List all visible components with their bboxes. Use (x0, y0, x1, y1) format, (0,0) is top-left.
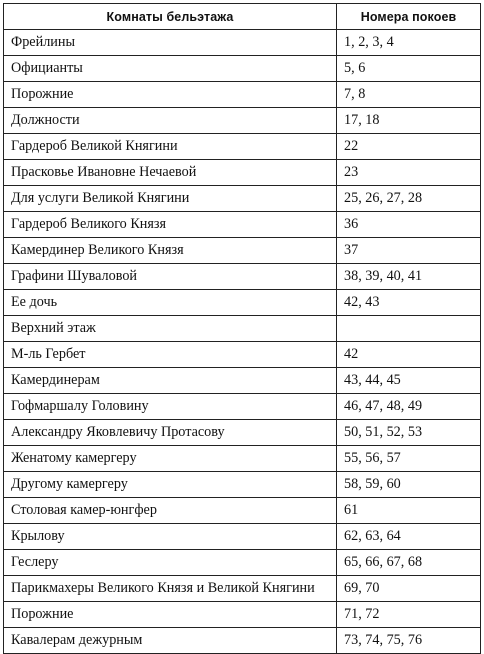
room-numbers-cell: 65, 66, 67, 68 (337, 550, 481, 576)
room-name-cell: Порожние (4, 602, 337, 628)
room-name-cell: Александру Яковлевичу Протасову (4, 420, 337, 446)
room-numbers-cell: 36 (337, 212, 481, 238)
table-row (4, 108, 481, 134)
table-row (4, 30, 481, 56)
room-name-cell: Прасковье Ивановне Нечаевой (4, 160, 337, 186)
table-row (4, 342, 481, 368)
table-row (4, 290, 481, 316)
room-numbers-cell: 55, 56, 57 (337, 446, 481, 472)
room-numbers-cell: 25, 26, 27, 28 (337, 186, 481, 212)
room-name-cell: Гофмаршалу Головину (4, 394, 337, 420)
room-numbers-cell: 43, 44, 45 (337, 368, 481, 394)
room-name-cell: Ее дочь (4, 290, 337, 316)
table-row (4, 446, 481, 472)
table-row (4, 316, 481, 342)
room-numbers-cell: 73, 74, 75, 76 (337, 628, 481, 654)
room-name-cell: Столовая камер-юнгфер (4, 498, 337, 524)
table-row (4, 186, 481, 212)
room-numbers-cell: 69, 70 (337, 576, 481, 602)
table-row (4, 498, 481, 524)
table-row (4, 576, 481, 602)
table-body (4, 30, 481, 654)
room-name-cell: Официанты (4, 56, 337, 82)
table-row (4, 160, 481, 186)
room-numbers-cell: 50, 51, 52, 53 (337, 420, 481, 446)
table-row (4, 394, 481, 420)
room-name-cell: Должности (4, 108, 337, 134)
room-numbers-cell: 7, 8 (337, 82, 481, 108)
table-row (4, 602, 481, 628)
room-name-cell: Камердинерам (4, 368, 337, 394)
table-row (4, 368, 481, 394)
room-numbers-cell: 62, 63, 64 (337, 524, 481, 550)
room-numbers-cell: 42, 43 (337, 290, 481, 316)
room-numbers-cell: 71, 72 (337, 602, 481, 628)
room-numbers-cell: 37 (337, 238, 481, 264)
room-numbers-cell: 23 (337, 160, 481, 186)
table-header-row (4, 4, 481, 30)
room-numbers-cell: 46, 47, 48, 49 (337, 394, 481, 420)
table-row (4, 238, 481, 264)
room-name-cell: Верхний этаж (4, 316, 337, 342)
table-row (4, 628, 481, 654)
room-name-cell: Кавалерам дежурным (4, 628, 337, 654)
header-room-numbers: Номера покоев (337, 4, 481, 30)
table-row (4, 56, 481, 82)
room-numbers-cell: 22 (337, 134, 481, 160)
room-name-cell: Фрейлины (4, 30, 337, 56)
room-numbers-cell: 38, 39, 40, 41 (337, 264, 481, 290)
room-name-cell: Гардероб Великой Княгини (4, 134, 337, 160)
table-row (4, 212, 481, 238)
table-row (4, 134, 481, 160)
room-numbers-cell (337, 316, 481, 342)
room-numbers-cell: 61 (337, 498, 481, 524)
room-numbers-cell: 1, 2, 3, 4 (337, 30, 481, 56)
room-name-cell: М-ль Гербет (4, 342, 337, 368)
table-row (4, 524, 481, 550)
table-row (4, 82, 481, 108)
room-name-cell: Женатому камергеру (4, 446, 337, 472)
table-row (4, 264, 481, 290)
room-name-cell: Другому камергеру (4, 472, 337, 498)
room-name-cell: Порожние (4, 82, 337, 108)
rooms-table (3, 3, 481, 654)
room-name-cell: Для услуги Великой Княгини (4, 186, 337, 212)
room-numbers-cell: 58, 59, 60 (337, 472, 481, 498)
room-numbers-cell: 42 (337, 342, 481, 368)
room-numbers-cell: 5, 6 (337, 56, 481, 82)
room-numbers-cell: 17, 18 (337, 108, 481, 134)
header-rooms: Комнаты бельэтажа (4, 4, 337, 30)
table-row (4, 472, 481, 498)
room-name-cell: Крылову (4, 524, 337, 550)
table-row (4, 420, 481, 446)
room-name-cell: Парикмахеры Великого Князя и Великой Княгини (4, 576, 337, 602)
room-name-cell: Геслеру (4, 550, 337, 576)
table-row (4, 550, 481, 576)
room-name-cell: Графини Шуваловой (4, 264, 337, 290)
room-name-cell: Камердинер Великого Князя (4, 238, 337, 264)
room-name-cell: Гардероб Великого Князя (4, 212, 337, 238)
